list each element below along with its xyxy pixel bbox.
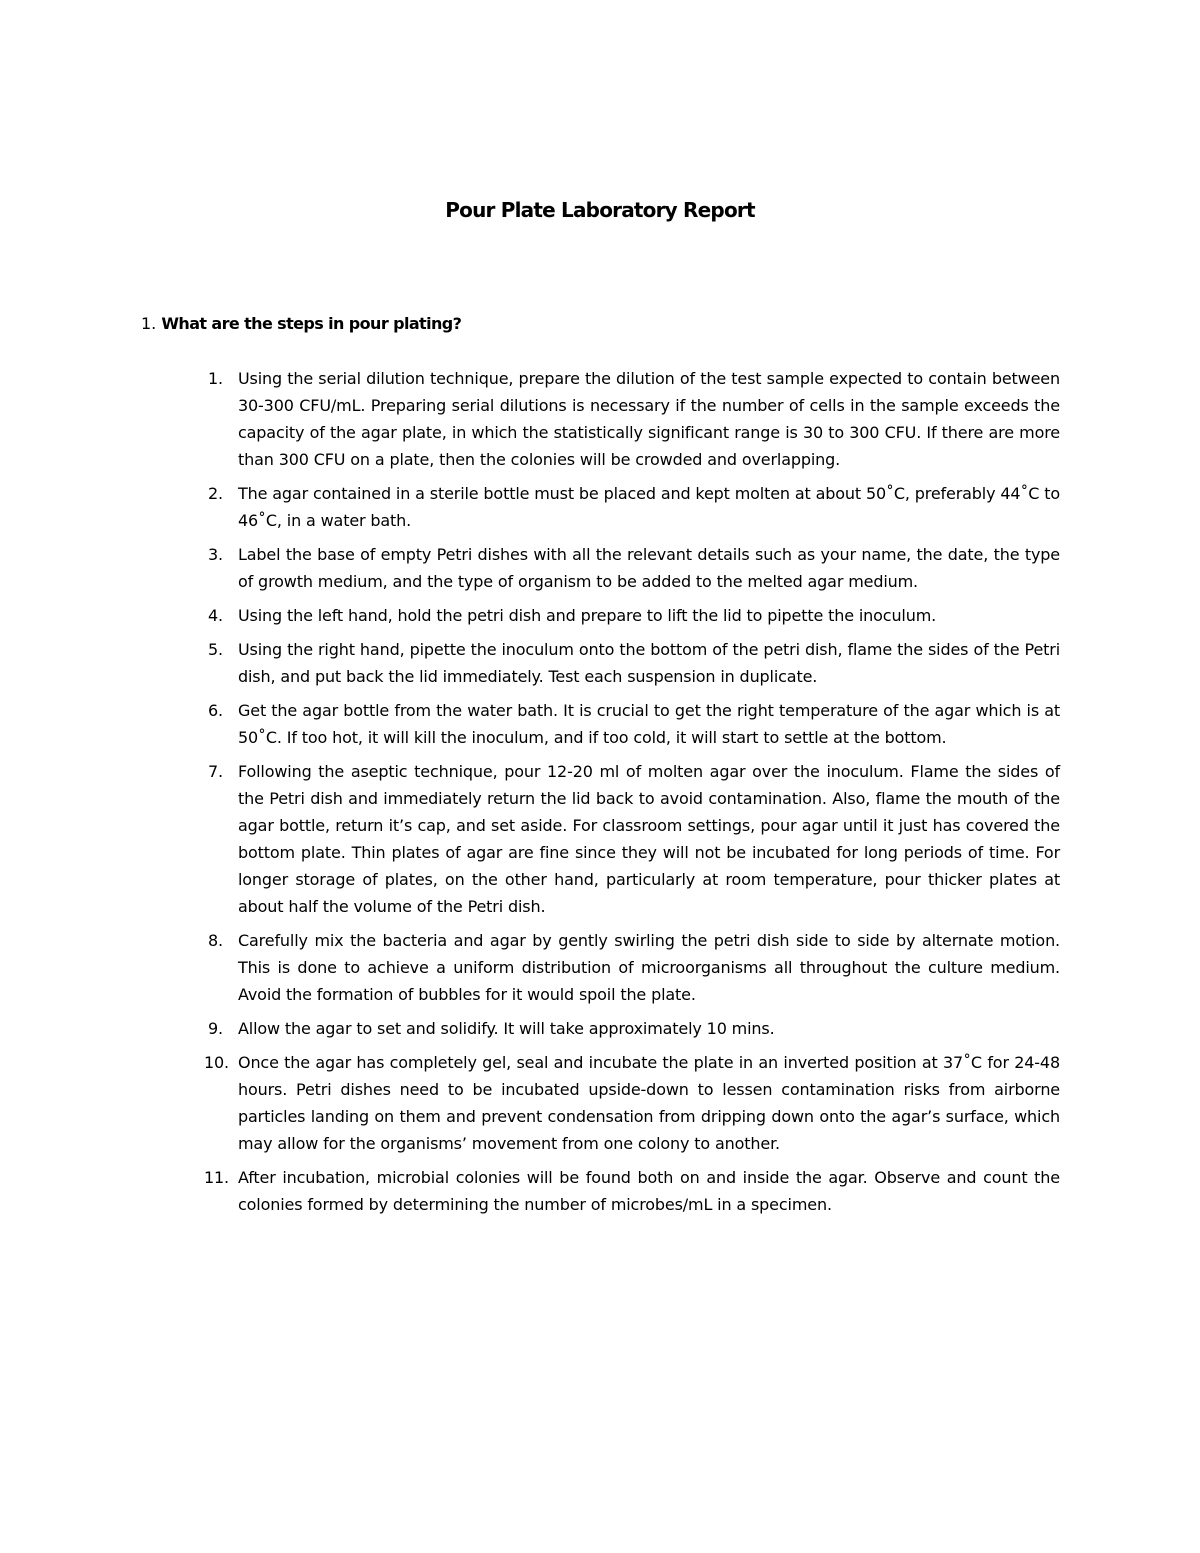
step-number: 1. bbox=[208, 369, 223, 388]
step-number: 11. bbox=[204, 1168, 229, 1187]
step-text: Using the left hand, hold the petri dish and prepare to lift the lid to pipette the inoculum. bbox=[238, 606, 937, 625]
step-item bbox=[208, 636, 1060, 690]
step-text: Following the aseptic technique, pour 12-20 ml of molten agar over the inoculum. Flame the sides of the Petri dish and immediately return the lid back to avoid contamination. Also, flame the mouth of the agar bottle, return it’s cap, and set aside. For classroom settings, pour agar until it just has covered the bottom plate. Thin plates of agar are fine since they will not be incubated for long periods of time. For longer storage of plates, on the other hand, particularly at room temperature, pour thicker plates at about half the volume of the Petri dish. bbox=[238, 762, 1060, 916]
step-item bbox=[208, 541, 1060, 595]
step-number: 9. bbox=[208, 1019, 223, 1038]
step-text: The agar contained in a sterile bottle must be placed and kept molten at about 50˚C, preferably 44˚C to 46˚C, in a water bath. bbox=[238, 484, 1060, 530]
step-item bbox=[208, 480, 1060, 534]
step-text: Once the agar has completely gel, seal and incubate the plate in an inverted position at 37˚C for 24-48 hours. Petri dishes need to be incubated upside-down to lessen contamination risks from airborne particles landing on them and prevent condensation from dripping down onto the agar’s surface, which may allow for the organisms’ movement from one colony to another. bbox=[238, 1053, 1060, 1153]
question-number: 1. bbox=[141, 314, 157, 333]
step-text: Get the agar bottle from the water bath. It is crucial to get the right temperature of the agar which is at 50˚C. If too hot, it will kill the inoculum, and if too cold, it will start to settle at the bottom. bbox=[238, 701, 1060, 747]
step-item bbox=[208, 602, 1060, 629]
step-number: 4. bbox=[208, 606, 223, 625]
step-text: Using the serial dilution technique, prepare the dilution of the test sample expected to contain between 30-300 CFU/mL. Preparing serial dilutions is necessary if the number of cells in the sample exceeds the capacity of the agar plate, in which the statistically significant range is 30 to 300 CFU. If there are more than 300 CFU on a plate, then the colonies will be crowded and overlapping. bbox=[238, 369, 1060, 469]
step-item bbox=[204, 1049, 1060, 1157]
step-number: 8. bbox=[208, 931, 223, 950]
step-text: Allow the agar to set and solidify. It will take approximately 10 mins. bbox=[238, 1019, 775, 1038]
step-item bbox=[208, 1015, 1060, 1042]
step-item bbox=[208, 927, 1060, 1008]
step-number: 2. bbox=[208, 484, 223, 503]
step-text: Carefully mix the bacteria and agar by gently swirling the petri dish side to side by alternate motion. This is done to achieve a uniform distribution of microorganisms all throughout the culture medium. Avoid the formation of bubbles for it would spoil the plate. bbox=[238, 931, 1060, 1004]
step-text: Label the base of empty Petri dishes with all the relevant details such as your name, the date, the type of growth medium, and the type of organism to be added to the melted agar medium. bbox=[238, 545, 1060, 591]
step-item bbox=[208, 758, 1060, 920]
question-text: What are the steps in pour plating? bbox=[161, 314, 462, 333]
step-item bbox=[208, 365, 1060, 473]
steps-list bbox=[204, 365, 1060, 1225]
step-number: 5. bbox=[208, 640, 223, 659]
step-number: 7. bbox=[208, 762, 223, 781]
step-item bbox=[204, 1164, 1060, 1218]
step-number: 10. bbox=[204, 1053, 229, 1072]
step-text: After incubation, microbial colonies will be found both on and inside the agar. Observe and count the colonies formed by determining the number of microbes/mL in a specimen. bbox=[238, 1168, 1060, 1214]
step-number: 3. bbox=[208, 545, 223, 564]
question-heading bbox=[141, 314, 461, 333]
page-title: Pour Plate Laboratory Report bbox=[445, 198, 755, 222]
step-text: Using the right hand, pipette the inoculum onto the bottom of the petri dish, flame the sides of the Petri dish, and put back the lid immediately. Test each suspension in duplicate. bbox=[238, 640, 1060, 686]
step-item bbox=[208, 697, 1060, 751]
step-number: 6. bbox=[208, 701, 223, 720]
